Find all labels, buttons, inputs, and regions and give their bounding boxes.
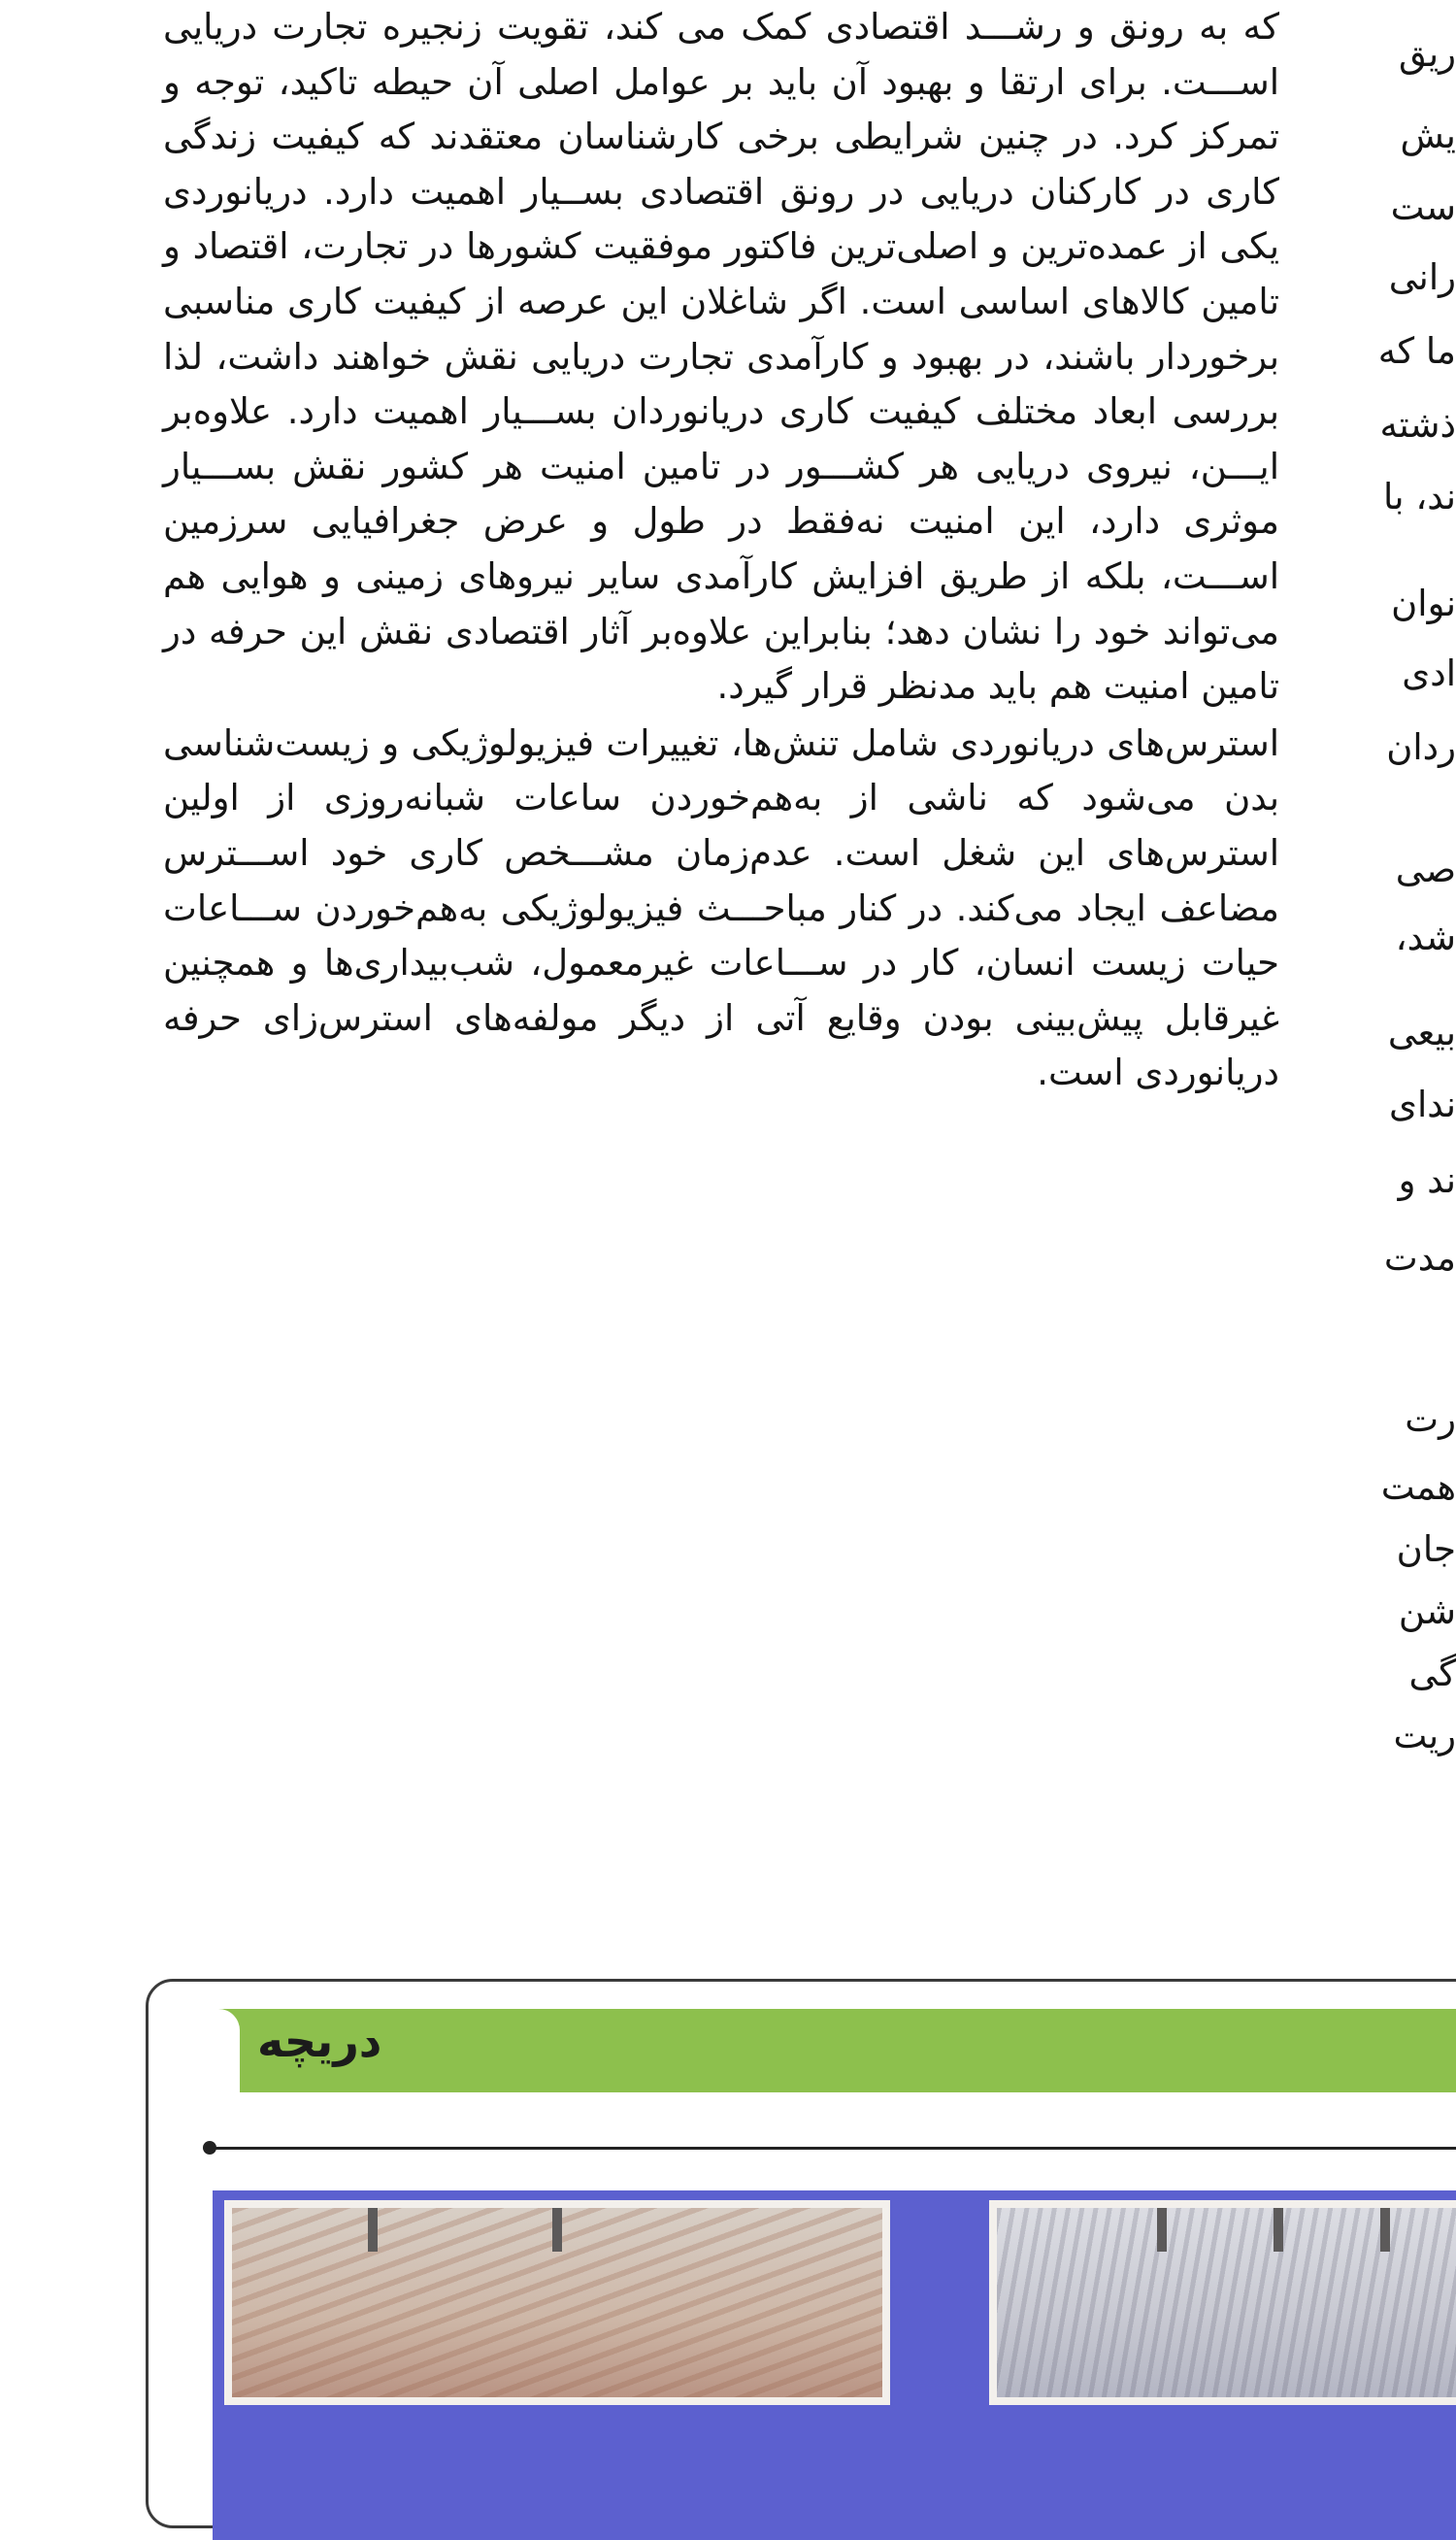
divider-rule (209, 2147, 1456, 2150)
right-column-line: ست (1391, 181, 1456, 235)
article-main-column (163, 0, 1279, 1101)
right-column-line: یش (1401, 109, 1456, 163)
photo-dock-left (224, 2200, 890, 2405)
article-right-column-cropped (1340, 0, 1456, 1456)
box-title-banner (215, 2009, 1456, 2092)
photo-post (1274, 2208, 1283, 2252)
photo-strip (213, 2190, 1456, 2540)
photo-post (552, 2208, 562, 2252)
sidebar-box-dariche (146, 1979, 1456, 2528)
article-paragraph-2: استرس‌های دریانوردی شامل تنش‌ها، تغییرات فیزیولوژیکی و زیست‌شناسی بدن می‌شود که ناشی از به‌هم‌خوردن ساعات شبانه‌روزی از اولین استرس‌های این شغل است. عدم‌زمان مشـــخص کاری خود اســـترس مضاعف ایجاد می‌کند. در کنار مباحـــث فیزیولوژیکی به‌هم‌خوردن ســـاعات حیات زیست انسان، کار در ســـاعات غیرمعمول، شب‌بیداری‌ها و همچنین غیرقابل پیش‌بینی بودن وقایع آتی از دیگر مولفه‌های استرس‌زای حرفه دریانوردی است. (163, 717, 1279, 1101)
divider-dot (203, 2141, 216, 2155)
right-column-line: ریت (1394, 1709, 1456, 1763)
right-column-line: مدت (1384, 1231, 1456, 1286)
right-column-line: ند و (1399, 1153, 1456, 1208)
right-column-line: ادی (1402, 647, 1456, 701)
right-column-line: ندای (1389, 1078, 1456, 1132)
right-column-line: همت (1381, 1460, 1456, 1515)
article-right-column-cropped-lower (1340, 1359, 1456, 1990)
right-column-line: نوان (1391, 577, 1456, 631)
right-column-line: ریق (1399, 27, 1456, 82)
photo-post (1380, 2208, 1390, 2252)
right-column-line: شن (1399, 1585, 1456, 1639)
right-column-line: ما که (1378, 324, 1456, 379)
photo-dock-right (989, 2200, 1456, 2405)
right-column-line: بیعی (1388, 1006, 1456, 1060)
right-column-line: رت (1405, 1392, 1456, 1447)
right-column-line: ند، با (1383, 470, 1456, 524)
right-column-line: صی (1396, 843, 1456, 897)
right-column-line: گی (1409, 1647, 1456, 1701)
banner-tab-notch (215, 2009, 240, 2092)
box-title: دریچه (257, 2015, 381, 2083)
right-column-line: رانی (1389, 251, 1456, 305)
right-column-line: شد، (1396, 911, 1456, 965)
right-column-line: ردان (1386, 720, 1456, 775)
right-column-line: جان (1397, 1522, 1456, 1577)
article-paragraph-1: که به رونق و رشـــد اقتصادی کمک می کند، تقویت زنجیره تجارت دریایی اســـت. برای ارتقا و بهبود آن باید بر عوامل اصلی آن حیطه تاکید، توجه و تمرکز کرد. در چنین شرایطی برخی کارشناسان معتقدند که کیفیت زندگی کاری در کارکنان دریایی در رونق اقتصادی بســیار اهمیت دارد. دریانوردی یکی از عمده‌ترین و اصلی‌ترین فاکتور موفقیت کشورها در تجارت، اقتصاد و تامین کالاهای اساسی است. اگر شاغلان این عرصه از کیفیت کاری مناسبی برخوردار باشند، در بهبود و کارآمدی تجارت دریایی نقش خواهند داشت، لذا بررسی ابعاد مختلف کیفیت کاری دریانوردان بســـیار اهمیت دارد. علاوه‌بر ایـــن، نیروی دریایی هر کشـــور در تامین امنیت هر کشور نقش بســـیار موثری دارد، این امنیت نه‌فقط در طول و عرض جغرافیایی سرزمین اســـت، بلکه از طریق افزایش کارآمدی سایر نیروهای زمینی و هوایی هم می‌تواند خود را نشان دهد؛ بنابراین علاوه‌بر آثار اقتصادی نقش این حرفه در تامین امنیت هم باید مدنظر قرار گیرد. (163, 0, 1279, 715)
photo-post (368, 2208, 378, 2252)
photo-post (1157, 2208, 1167, 2252)
right-column-line: ذشته (1380, 398, 1456, 452)
